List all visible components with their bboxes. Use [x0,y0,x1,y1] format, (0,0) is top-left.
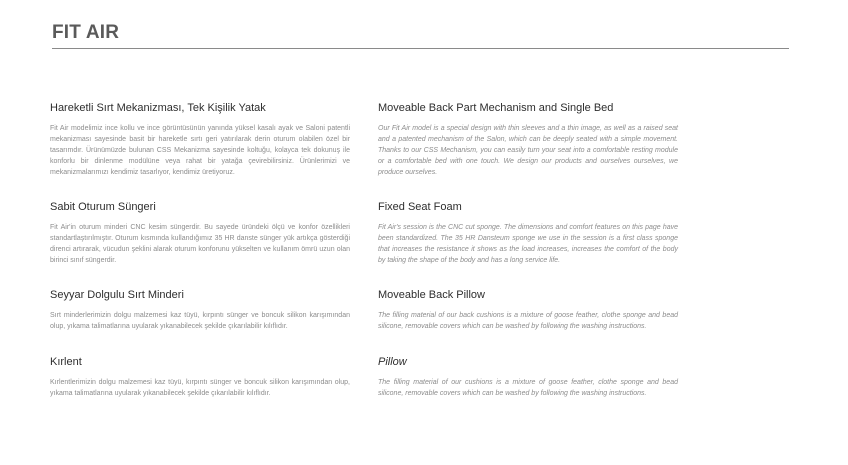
section-pillow-tr [50,356,350,399]
section-heading: Kırlent [50,356,82,368]
section-back-pillow-en [378,289,678,332]
section-body: Fit Air modelimiz ince kollu ve ince görüntüsünün yanında yüksel kasalı ayak ve Saloni patentli mekanizması sayesinde basit bir hareketle sırtı geri yatırılarak derin oturum olabilen özel bir tasarımdır. Ürünümüzde bulunan CSS Mekanizma sayesinde koltuğu, kolayca tek dokunuş ile konforlu bir dinlenme modülüne veya rahat bir yatağa çevirebilirsiniz. Ürünlerimizi ve mekanizmalarımızı kendimiz tasarlıyor, kendimiz üretiyoruz. [50,125,350,176]
section-body: Sırt minderlerimizin dolgu malzemesi kaz tüyü, kırpıntı sünger ve boncuk silikon karışımından olup, yıkama talimatlarına uyularak yıkanabilecek şekilde çıkarılabilir kılıflıdır. [50,312,350,330]
section-body: The filling material of our back cushions is a mixture of goose feather, clothe sponge and bead silicone, removable covers which can be washed by following the washing instructions. [378,312,678,330]
section-pillow-en [378,356,678,399]
section-heading: Pillow [378,356,407,368]
section-heading: Hareketli Sırt Mekanizması, Tek Kişilik Yatak [50,102,266,114]
section-heading: Moveable Back Part Mechanism and Single Bed [378,102,614,114]
section-mechanism-tr [50,102,350,178]
section-heading: Seyyar Dolgulu Sırt Minderi [50,289,184,301]
section-body: The filling material of our cushions is a mixture of goose feather, clothe sponge and bead silicone, removable covers which can be washed by following the washing instructions. [378,379,678,397]
section-heading: Fixed Seat Foam [378,201,462,213]
section-seat-foam-tr [50,201,350,266]
section-body: Fit Air's session is the CNC cut sponge. The dimensions and comfort features on this page have been standardized. The 35 HR Dansteum sponge we use in the session is a first class sponge that increases the resistance it shows as the load increases, increases the comfort of the body by taking the shape of the body and has a long service life. [378,224,678,264]
section-back-pillow-tr [50,289,350,332]
title-divider [52,48,789,49]
section-body: Our Fit Air model is a special design with thin sleeves and a thin image, as well as a raised seat and a patented mechanism of the Salon, which can be deeply seated with a simple movement. Thanks to our CSS Mechanism, you can easily turn your seat into a comfortable resting module or a comfortable bed with one touch. We design our products and ourselves ourselves, we produce ourselves. [378,125,678,176]
section-seat-foam-en [378,201,678,266]
section-heading: Moveable Back Pillow [378,289,485,301]
section-heading: Sabit Oturum Süngeri [50,201,156,213]
section-mechanism-en [378,102,678,178]
section-body: Fit Air'in oturum minderi CNC kesim süngerdir. Bu sayede üründeki ölçü ve konfor özellikleri standartlaştırılmıştır. Oturum kısmında kullandığımız 35 HR danste sünger yük artıkça gösterdiği direnci artırarak, vücudun şeklini alarak oturum konforunu yükselten ve kullanım ömrü uzun olan birinci sınıf süngerdir. [50,224,350,264]
page-title: FIT AIR [52,22,120,43]
section-body: Kırlentlerimizin dolgu malzemesi kaz tüyü, kırpıntı sünger ve boncuk silikon karışımından olup, yıkama talimatlarına uyularak yıkanabilecek şekilde çıkarılabilir kılıflıdır. [50,379,350,397]
